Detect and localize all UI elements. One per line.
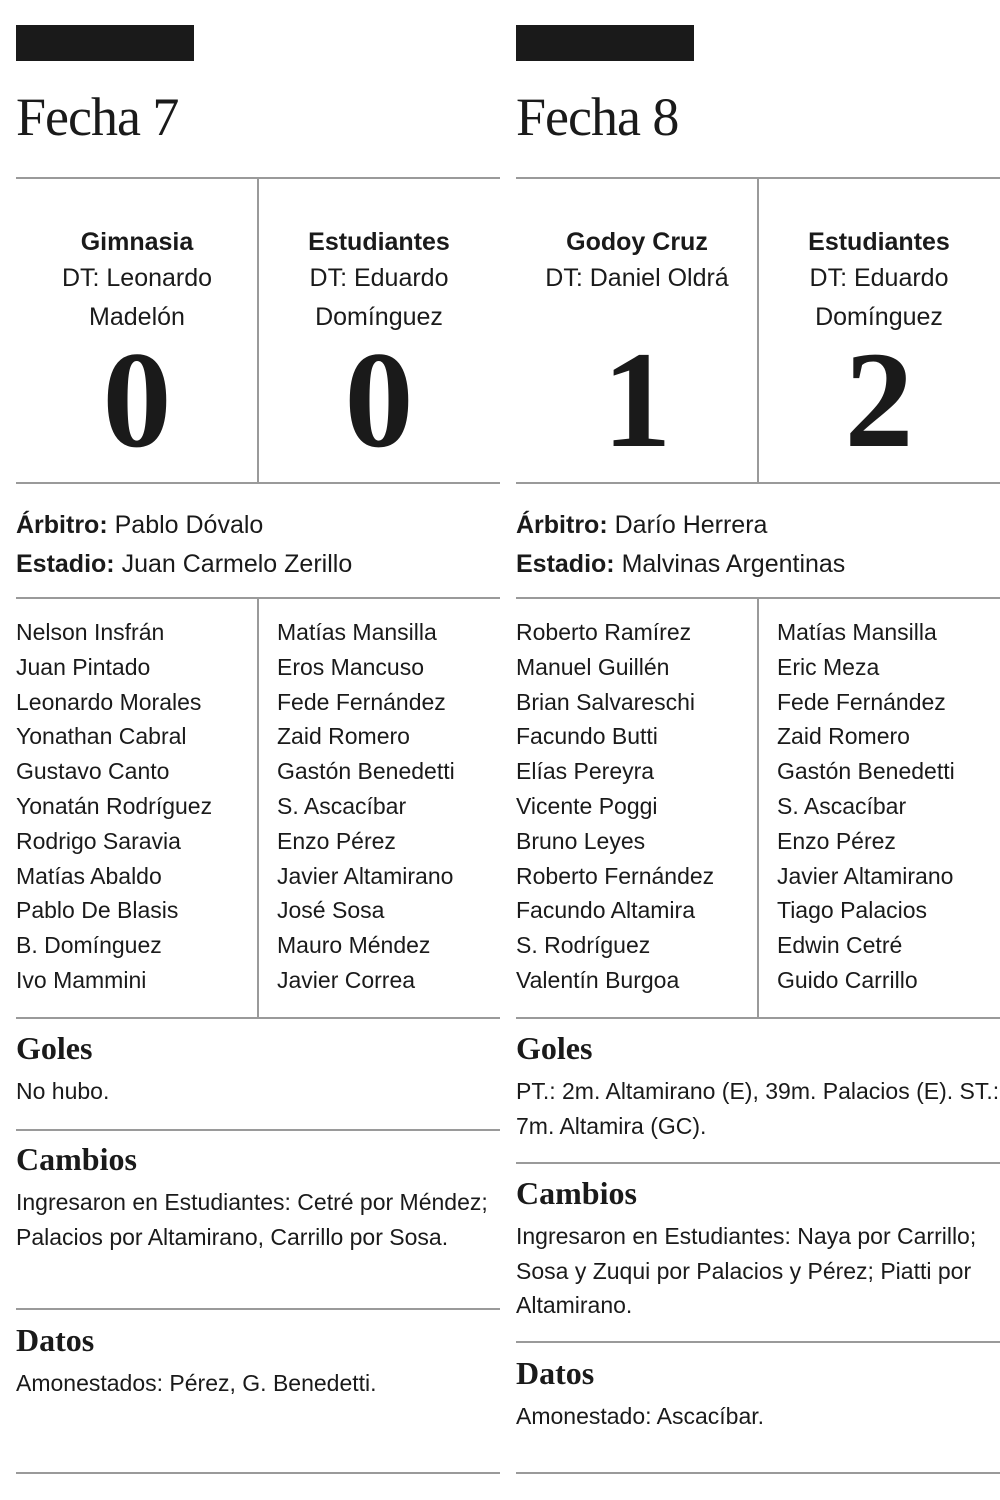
away-score: 0 — [344, 323, 414, 476]
player-name: Eric Meza — [777, 653, 880, 680]
home-team — [16, 226, 258, 337]
away-team — [258, 226, 500, 337]
player-name: Fede Fernández — [777, 688, 946, 715]
player-name: Facundo Butti — [516, 723, 658, 750]
player-name: Elías Pereyra — [516, 758, 655, 785]
away-lineup — [277, 615, 455, 998]
stadium-line — [16, 545, 352, 584]
player-name: Matías Mansilla — [277, 619, 437, 645]
divider — [16, 1472, 500, 1474]
player-name: Javier Altamirano — [277, 862, 454, 889]
player-name: José Sosa — [277, 897, 385, 924]
home-score: 1 — [602, 323, 672, 476]
away-score: 2 — [844, 323, 914, 476]
player-name: Tiago Palacios — [777, 897, 928, 924]
home-coach: DT: Daniel Oldrá — [545, 264, 729, 292]
goals-text: PT.: 2m. Altamirano (E), 39m. Palacios (E). ST.: 7m. Altamira (GC). — [516, 1078, 1000, 1139]
player-name: Javier Correa — [277, 966, 416, 993]
stadium-name: Malvinas Argentinas — [621, 550, 846, 578]
substitutions-text: Ingresaron en Estudiantes: Cetré por Méndez; Palacios por Altamirano, Carrillo por Sosa. — [16, 1189, 488, 1250]
substitutions-section — [516, 1171, 1000, 1323]
substitutions-text: Ingresaron en Estudiantes: Naya por Carrillo; Sosa y Zuqui por Palacios y Pérez; Piatti por Altamirano. — [516, 1223, 977, 1318]
match-column-fecha-8 — [516, 0, 1000, 1500]
header-bar — [516, 25, 694, 61]
away-coach: DT: Eduardo Domínguez — [309, 264, 449, 331]
referee-label: Árbitro: — [516, 511, 608, 539]
player-name: Matías Abaldo — [16, 862, 162, 889]
player-name: Gastón Benedetti — [277, 758, 455, 785]
player-name: Enzo Pérez — [277, 827, 396, 854]
player-name: S. Ascacíbar — [777, 792, 907, 819]
player-name: S. Rodríguez — [516, 932, 651, 959]
divider — [16, 1129, 500, 1131]
player-name: Fede Fernández — [277, 688, 446, 715]
player-name: Roberto Fernández — [516, 862, 715, 889]
divider — [516, 1017, 1000, 1019]
header-bar — [16, 25, 194, 61]
player-name: Pablo De Blasis — [16, 897, 179, 924]
player-name: Brian Salvareschi — [516, 688, 695, 715]
home-lineup — [16, 615, 212, 998]
player-name: Eros Mancuso — [277, 653, 425, 680]
player-name: S. Ascacíbar — [277, 792, 407, 819]
divider — [16, 1017, 500, 1019]
data-text: Amonestados: Pérez, G. Benedetti. — [16, 1370, 377, 1396]
data-title: Datos — [16, 1322, 95, 1358]
substitutions-section — [16, 1137, 500, 1254]
player-name: Zaid Romero — [777, 723, 910, 750]
home-lineup — [516, 615, 714, 998]
player-name: Yonathan Cabral — [16, 723, 187, 750]
referee-name: Darío Herrera — [614, 511, 768, 539]
player-name: Ivo Mammini — [16, 966, 147, 993]
away-team — [758, 226, 1000, 337]
away-lineup — [777, 615, 955, 998]
player-name: Roberto Ramírez — [516, 619, 692, 645]
match-date-title: Fecha 8 — [516, 87, 679, 147]
match-column-fecha-7 — [16, 0, 500, 1500]
home-score: 0 — [102, 323, 172, 476]
divider — [16, 482, 500, 484]
substitutions-title: Cambios — [516, 1175, 637, 1211]
player-name: Mauro Méndez — [277, 932, 431, 959]
player-name: Rodrigo Saravia — [16, 827, 181, 854]
home-coach: DT: Leonardo Madelón — [61, 264, 213, 331]
home-team-name: Godoy Cruz — [566, 228, 708, 256]
away-team-name: Estudiantes — [308, 228, 450, 256]
data-text: Amonestado: Ascacíbar. — [516, 1403, 765, 1429]
player-name: Nelson Insfrán — [16, 619, 165, 645]
player-name: Bruno Leyes — [516, 827, 646, 854]
stadium-name: Juan Carmelo Zerillo — [121, 550, 353, 578]
substitutions-title: Cambios — [16, 1141, 137, 1177]
match-info — [516, 506, 845, 584]
away-coach: DT: Eduardo Domínguez — [809, 264, 949, 331]
goals-section — [516, 1026, 1000, 1143]
data-section — [516, 1351, 1000, 1434]
match-info — [16, 506, 352, 584]
player-name: Zaid Romero — [277, 723, 410, 750]
vertical-divider — [257, 598, 259, 1018]
stadium-label: Estadio: — [16, 550, 115, 578]
player-name: Javier Altamirano — [777, 862, 954, 889]
stadium-label: Estadio: — [516, 550, 615, 578]
player-name: Vicente Poggi — [516, 792, 658, 819]
player-name: Edwin Cetré — [777, 932, 903, 959]
goals-section — [16, 1026, 500, 1109]
player-name: Juan Pintado — [16, 653, 151, 680]
home-team — [516, 226, 758, 298]
goals-title: Goles — [516, 1030, 593, 1066]
player-name: Leonardo Morales — [16, 688, 202, 715]
divider — [516, 1341, 1000, 1343]
goals-title: Goles — [16, 1030, 93, 1066]
player-name: Facundo Altamira — [516, 897, 695, 924]
match-date-title: Fecha 7 — [16, 87, 179, 147]
player-name: Manuel Guillén — [516, 653, 670, 680]
divider — [516, 482, 1000, 484]
stadium-line — [516, 545, 845, 584]
referee-label: Árbitro: — [16, 511, 108, 539]
player-name: Guido Carrillo — [777, 966, 918, 993]
player-name: B. Domínguez — [16, 932, 162, 959]
goals-text: No hubo. — [16, 1078, 110, 1104]
player-name: Gastón Benedetti — [777, 758, 955, 785]
data-section — [16, 1318, 500, 1401]
divider — [516, 1472, 1000, 1474]
divider — [516, 1162, 1000, 1164]
player-name: Gustavo Canto — [16, 758, 170, 785]
player-name: Enzo Pérez — [777, 827, 896, 854]
player-name: Matías Mansilla — [777, 619, 937, 645]
data-title: Datos — [516, 1355, 595, 1391]
referee-line — [516, 506, 845, 545]
away-team-name: Estudiantes — [808, 228, 950, 256]
divider — [16, 1308, 500, 1310]
referee-line — [16, 506, 352, 545]
referee-name: Pablo Dóvalo — [114, 511, 264, 539]
player-name: Valentín Burgoa — [516, 966, 680, 993]
player-name: Yonatán Rodríguez — [16, 792, 213, 819]
home-team-name: Gimnasia — [80, 228, 194, 256]
vertical-divider — [757, 598, 759, 1018]
